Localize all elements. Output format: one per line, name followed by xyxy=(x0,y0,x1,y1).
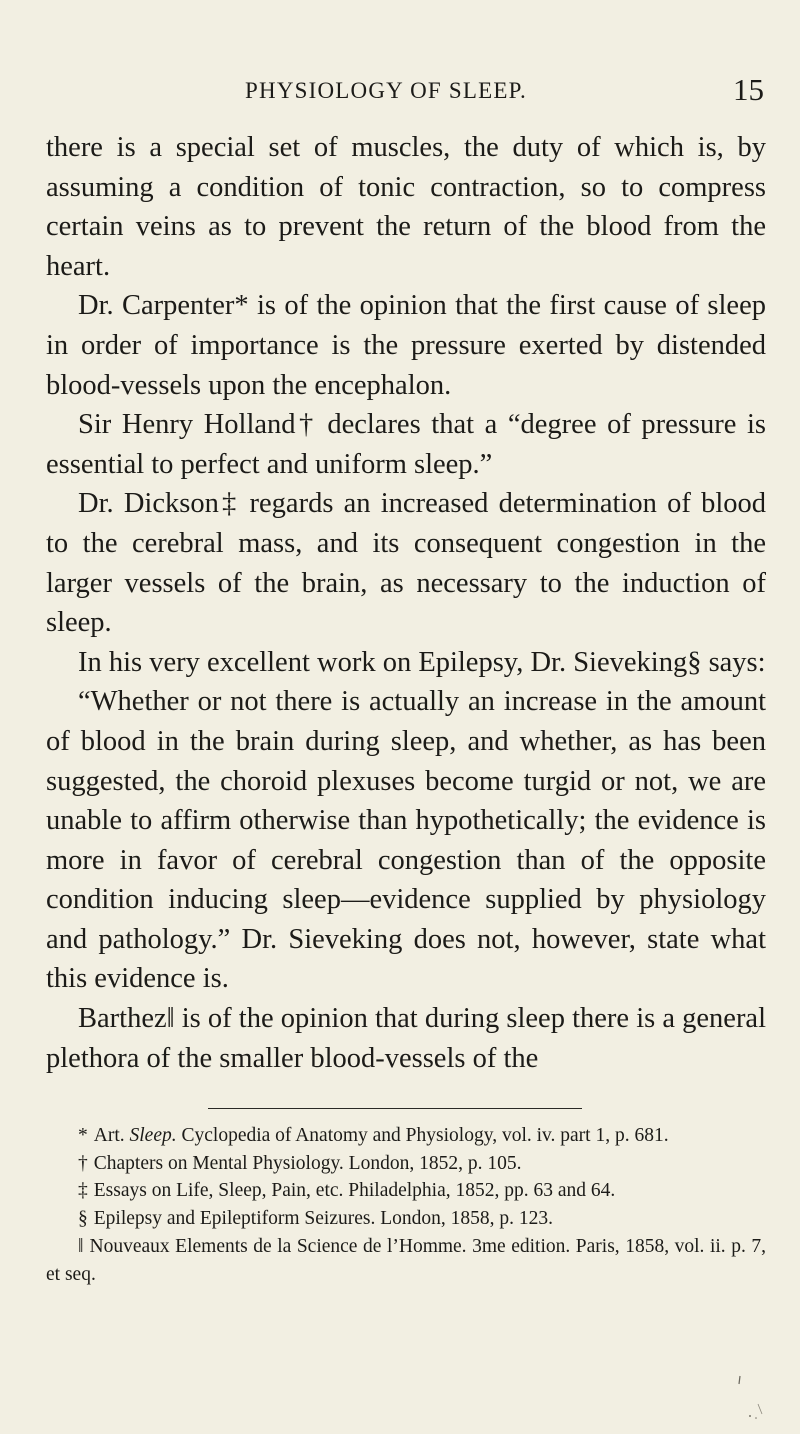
footnote-item xyxy=(46,1233,766,1288)
footnote-mark: ‡ xyxy=(78,1180,88,1202)
footnote-rule xyxy=(208,1108,582,1109)
paragraph-sieveking-intro: In his very excellent work on Epilepsy, Dr. Sieveking§ says: xyxy=(78,646,766,678)
page-number: 15 xyxy=(733,72,764,107)
footnote-italic-title: Sleep. xyxy=(129,1125,177,1146)
footnote-lead: Art. xyxy=(93,1125,130,1146)
footnote-item xyxy=(46,1122,766,1150)
footnote-text: Nouveaux Elements de la Science de l’Homme. 3me edition. Paris, 1858, vol. ii. p. 7, et seq. xyxy=(46,1235,766,1285)
footnote-text: Essays on Life, Sleep, Pain, etc. Philadelphia, 1852, pp. 63 and 64. xyxy=(93,1180,616,1202)
footnote-item xyxy=(46,1150,766,1178)
footnote-mark: † xyxy=(78,1152,88,1174)
running-head xyxy=(36,72,764,112)
footnote-mark: ‖ xyxy=(78,1235,84,1257)
paragraph-dickson: Dr. Dickson‡ regards an increased determination of blood to the cerebral mass, and its consequent congestion in the larger vessels of the brain, as necessary to the induction of sleep. xyxy=(46,488,766,639)
paragraph-continuation: there is a special set of muscles, the duty of which is, by assuming a condition of tonic contraction, so to compress certain veins as to prevent the return of the blood from the heart. xyxy=(46,132,766,282)
running-title: PHYSIOLOGY OF SLEEP. xyxy=(245,78,527,103)
footnote-mark: * xyxy=(78,1125,88,1146)
paragraph-holland: Sir Henry Holland† declares that a “degree of pressure is essential to perfect and uniform sleep.” xyxy=(46,409,766,480)
paper-specks xyxy=(736,1374,766,1424)
footnote-item xyxy=(46,1205,766,1233)
paragraph-carpenter: Dr. Carpenter* is of the opinion that the first cause of sleep in order of importance is the pressure exerted by distended blood-vessels upon the encephalon. xyxy=(46,290,766,401)
footnote-text: Chapters on Mental Physiology. London, 1852, p. 105. xyxy=(93,1152,522,1174)
body-text xyxy=(46,128,766,1078)
paragraph-barthez: Barthez‖ is of the opinion that during sleep there is a general plethora of the smaller blood-vessels of the xyxy=(46,1003,766,1074)
footnote-text: Cyclopedia of Anatomy and Physiology, vol. iv. part 1, p. 681. xyxy=(176,1125,669,1146)
footnotes xyxy=(46,1122,766,1288)
paragraph-sieveking-quote: “Whether or not there is actually an increase in the amount of blood in the brain during sleep, and whether, as has been suggested, the choroid plexuses become turgid or not, we are unable to affirm otherwise than hypothetically; the evidence is more in favor of cerebral congestion than of the opposite condition inducing sleep—evidence supplied by physiology and pathology.” Dr. Sieveking does not, however, state what this evidence is. xyxy=(46,686,766,995)
footnote-item xyxy=(46,1177,766,1205)
footnote-text: Epilepsy and Epileptiform Seizures. London, 1858, p. 123. xyxy=(93,1208,554,1230)
footnote-mark: § xyxy=(78,1208,88,1230)
